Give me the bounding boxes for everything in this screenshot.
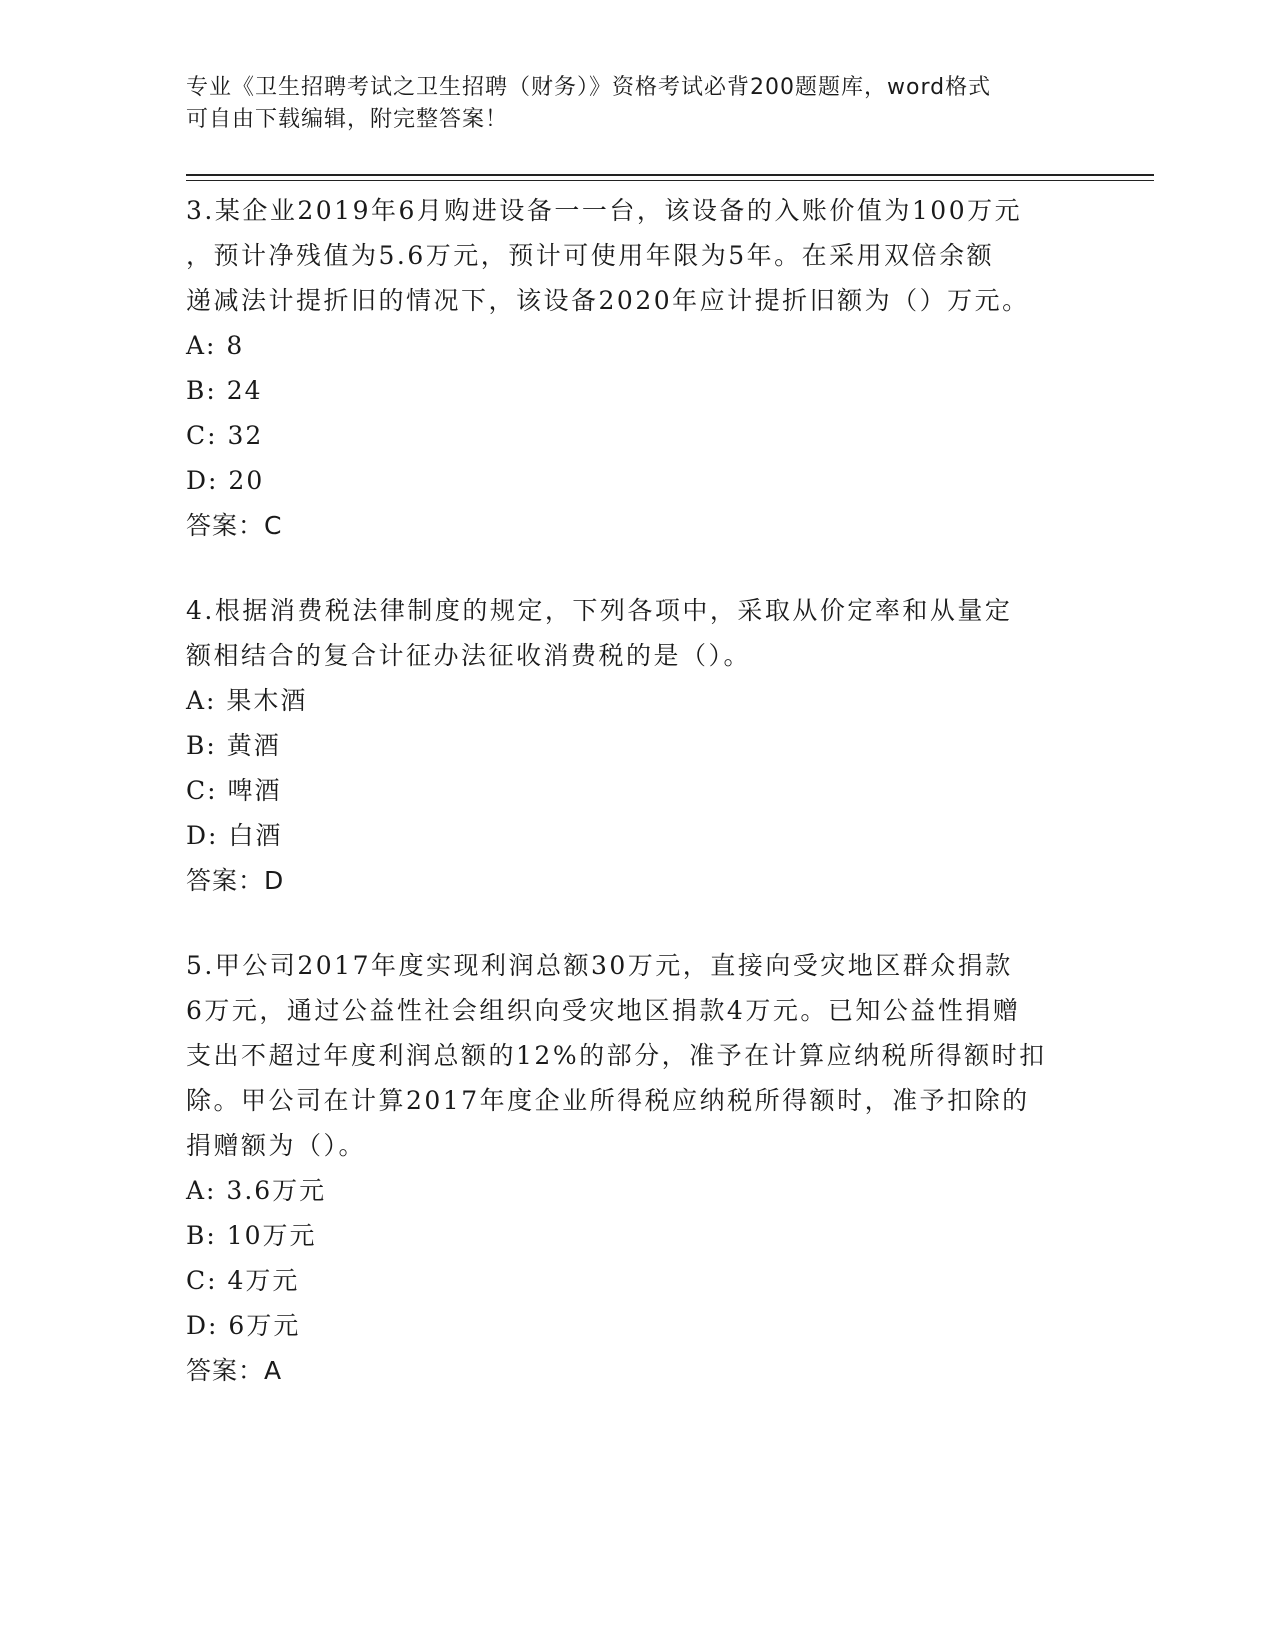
option-b: B: 24: [186, 376, 263, 405]
stem-line: ，预计净残值为5.6万元，预计可使用年限为5年。在采用双倍余额: [186, 241, 995, 270]
stem-line: 额相结合的复合计征办法征收消费税的是（）。: [186, 641, 752, 670]
option-a: A: 8: [186, 331, 245, 360]
answer-line: 答案：C: [186, 511, 283, 540]
spacer: [186, 548, 1086, 588]
option-c: C: 32: [186, 421, 264, 450]
stem-line: 5.甲公司2017年度实现利润总额30万元，直接向受灾地区群众捐款: [186, 951, 1013, 980]
option-a: A: 3.6万元: [186, 1176, 327, 1205]
question-item: [186, 588, 1086, 903]
stem-line: 3.某企业2019年6月购进设备一一台，该设备的入账价值为100万元: [186, 196, 1023, 225]
header-line: 可自由下载编辑，附完整答案！: [186, 107, 509, 132]
stem-line: 捐赠额为（）。: [186, 1131, 367, 1160]
option-d: D: 20: [186, 466, 265, 495]
document-header: [186, 72, 1086, 136]
question-item: [186, 943, 1086, 1393]
question-stem: [186, 588, 1086, 678]
option-d: D: 白酒: [186, 821, 283, 850]
stem-line: 支出不超过年度利润总额的12%的部分，准予在计算应纳税所得额时扣: [186, 1041, 1047, 1070]
question-item: [186, 188, 1086, 548]
option-c: C: 啤酒: [186, 776, 282, 805]
stem-line: 6万元，通过公益性社会组织向受灾地区捐款4万元。已知公益性捐赠: [186, 996, 1021, 1025]
option-b: B: 黄酒: [186, 731, 281, 760]
option-c: C: 4万元: [186, 1266, 300, 1295]
header-divider-thick: [186, 174, 1154, 176]
option-a: A: 果木酒: [186, 686, 308, 715]
header-line: 专业《卫生招聘考试之卫生招聘（财务）》资格考试必背200题题库，word格式: [186, 75, 992, 100]
spacer: [186, 903, 1086, 943]
stem-line: 除。甲公司在计算2017年度企业所得税应纳税所得额时，准予扣除的: [186, 1086, 1030, 1115]
stem-line: 4.根据消费税法律制度的规定，下列各项中，采取从价定率和从量定: [186, 596, 1013, 625]
question-stem: [186, 943, 1086, 1168]
question-stem: [186, 188, 1086, 323]
answer-line: 答案：D: [186, 866, 285, 895]
question-list: [186, 188, 1086, 1393]
header-divider-thin: [186, 180, 1154, 181]
option-d: D: 6万元: [186, 1311, 301, 1340]
answer-line: 答案：A: [186, 1356, 283, 1385]
stem-line: 递减法计提折旧的情况下，该设备2020年应计提折旧额为（）万元。: [186, 286, 1030, 315]
option-b: B: 10万元: [186, 1221, 317, 1250]
